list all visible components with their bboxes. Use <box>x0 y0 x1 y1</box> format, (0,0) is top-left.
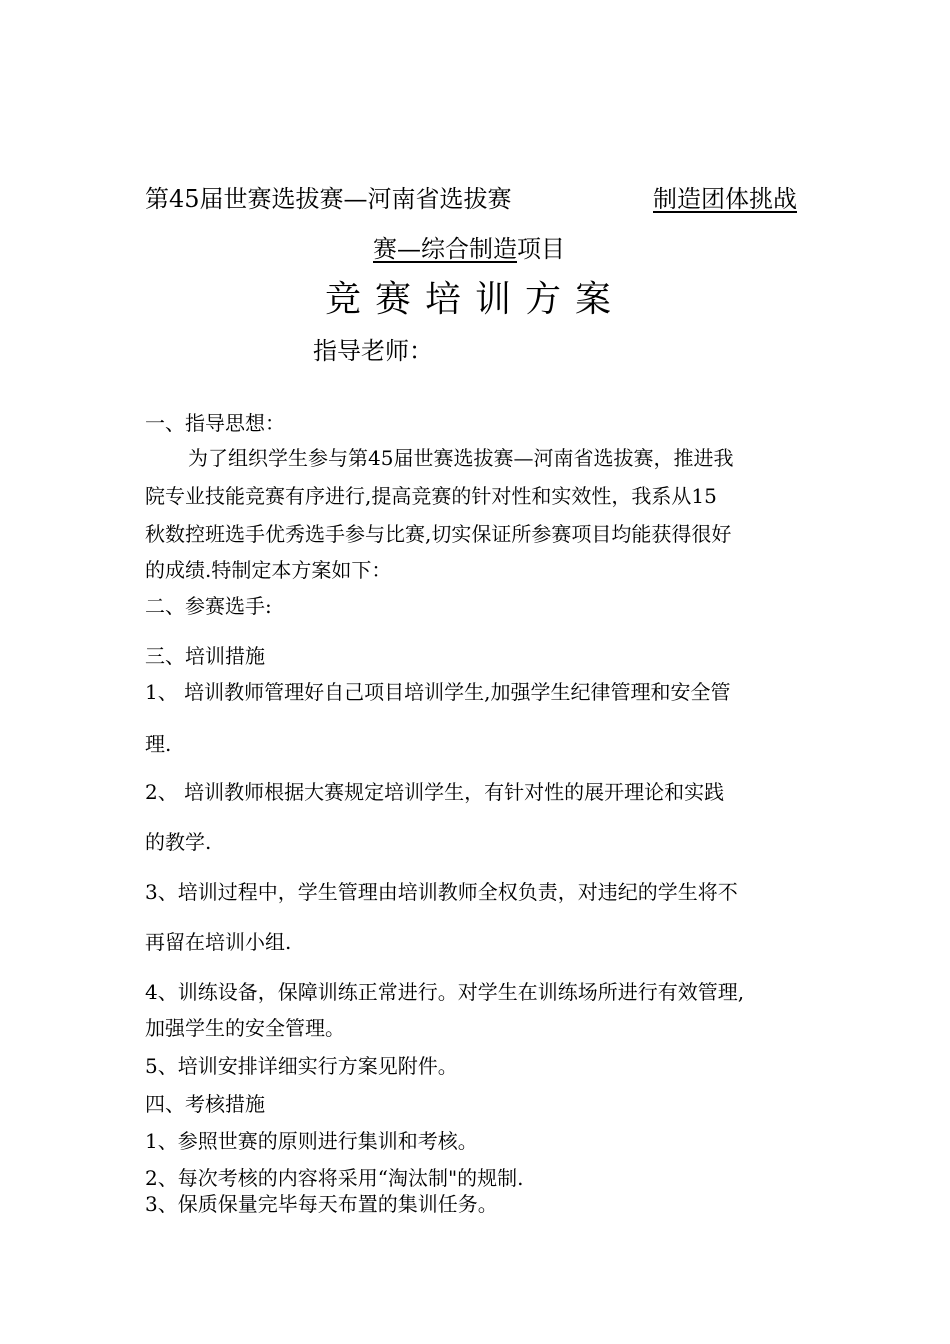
section-3-heading: 三、培训措施 <box>145 644 265 668</box>
section-1-paragraph-line: 的成绩.特制定本方案如下： <box>145 558 392 582</box>
section-1-paragraph-line: 院专业技能竞赛有序进行,提高竞赛的针对性和实效性，我系从15 <box>145 484 717 508</box>
section-3-item-4: 4、训练设备，保障训练正常进行。对学生在训练场所进行有效管理, <box>145 980 745 1004</box>
section-3-item-3-cont: 再留在培训小组. <box>145 930 292 954</box>
advisor-label: 指导老师： <box>313 337 433 365</box>
section-1-paragraph-line: 秋数控班选手优秀选手参与比赛,切实保证所参赛项目均能获得很好 <box>145 522 732 546</box>
section-3-item-1: 1、 培训教师管理好自己项目培训学生,加强学生纪律管理和安全管 <box>145 680 731 704</box>
title-line-1-right <box>653 182 797 216</box>
section-4-heading: 四、考核措施 <box>145 1092 265 1116</box>
title-line-2 <box>373 232 565 266</box>
main-title: 竞赛培训方案 <box>324 279 625 320</box>
section-3-item-5: 5、培训安排详细实行方案见附件。 <box>145 1054 458 1078</box>
section-3-item-4-cont: 加强学生的安全管理。 <box>145 1016 345 1040</box>
title-line-2-underlined: 赛—综合制造 <box>373 235 517 263</box>
title-part-1: 第45届世赛选拔赛—河南省选拔赛 <box>145 185 512 213</box>
section-4-item-3: 3、保质保量完毕每天布置的集训任务。 <box>145 1192 498 1216</box>
section-3-item-2: 2、 培训教师根据大赛规定培训学生，有针对性的展开理论和实践 <box>145 780 725 804</box>
section-1-paragraph-line: 为了组织学生参与第45届世赛选拔赛—河南省选拔赛，推进我 <box>188 446 734 470</box>
title-part-2: 制造团体挑战 <box>653 185 797 213</box>
title-line-1 <box>145 182 512 216</box>
section-4-item-1: 1、参照世赛的原则进行集训和考核。 <box>145 1129 478 1153</box>
title-line-2-rest: 项目 <box>517 235 565 263</box>
section-1-heading: 一、指导思想： <box>145 411 285 435</box>
section-2-heading: 二、参赛选手: <box>145 594 272 618</box>
section-3-item-1-cont: 理. <box>145 732 172 756</box>
section-4-item-2: 2、每次考核的内容将采用“淘汰制"的规制. <box>145 1166 524 1190</box>
section-3-item-3: 3、培训过程中，学生管理由培训教师全权负责，对违纪的学生将不 <box>145 880 738 904</box>
section-3-item-2-cont: 的教学. <box>145 830 212 854</box>
